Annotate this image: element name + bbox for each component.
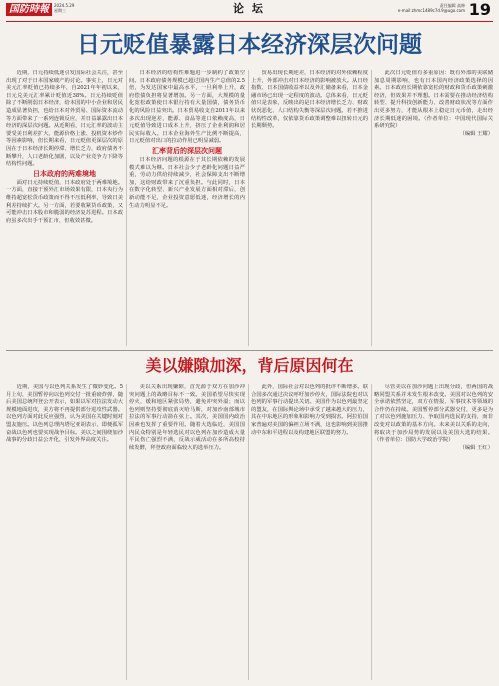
- article-divider: [6, 350, 493, 351]
- page-number: 19: [468, 0, 491, 19]
- article1-column-2: 日本经济的结构性难题进一步制约了政策空间。日本政府债务规模已超过国内生产总值的2.5倍，为发达国家中最高水平，一旦利率上升，政府偿债负担将显著增加。另一方面，大规模的量化宽松政策使日本银行持有大量国债，债务货币化的风险日益突出。日本贸易收支自2011年以来多次出现逆差，能源、食品等进口依赖度高，日元贬值导致进口成本上升，挤压了企业利润和居民实际收入。日本企业海外生产比例不断提高，日元贬值对出口的拉动作用已明显减弱。 汇率背后的深层次问题 日本经济问题的根源在于其长期依赖的发展模式难以为继。日本社会少子老龄化问题日益严重，劳动力供给持续减少，社会保障支出不断增加，这给财政带来了沉重负担。与此同时，日本在数字化转型、新兴产业发展方面相对滞后，创新动能不足，企业投资意愿低迷，经济增长的内生动力明显不足。: [129, 70, 245, 209]
- newspaper-logo: 国防時報: [6, 3, 52, 16]
- article1-column-1: 近期，日元持续低迷引发国际社会关注，甚至出现了对于日本国家破产的讨论。事实上，日元对美元汇率贬值已持续多年，自2021年年初以来，日元兑美元汇率累计贬值近38%。日元持续贬值除了不断削弱日本经济，给本国的中小企业和居民造成显著负担，也给日本对外贸易、国际资本流动等方面带来了一系列连锁反应，并日益暴露出日本经济的深层次问题。从近期看，日元汇率的波动主要受美日利差扩大、能源价格上涨、投机资本炒作等因素影响，但长期来看，日元贬值更深层次的原因在于日本经济长期停滞、增长乏力，政府债务不断攀升，人口老龄化加剧，以及产业竞争力下降等结构性问题。 日本政府的两难境地 面对日元持续贬值，日本政府处于两难境地。一方面，直接干预外汇市场效果有限，日本央行为维持超宽松货币政策而不得不压低利率，导致日美利差持续扩大。另一方面，若要收紧货币政策，又可能冲击日本股市和脆弱的经济复苏进程。日本政府虽多次出手干预汇市，但收效甚微。: [6, 70, 123, 224]
- article2-column-4: 尽管美以在加沙问题上出现分歧，但两国的战略同盟关系并未发生根本改变。美国对以色列的安全承诺依然坚定，双方在情报、军事技术等领域的合作仍在持续。美国暂停部分武器交付，更多是为了对以色列施加压力、争取国内选民的支持，而非改变对以政策的基本方向。未来美以关系的走向，将取决于加沙局势的发展以及美国大选的结果。（作者单位：国防大学政治学院） （编辑 王红）: [374, 384, 493, 451]
- article2-headline: 美以嫌隙加深，背后原因何在: [145, 356, 354, 375]
- issue-date: 2024.5.29 星期三: [54, 3, 75, 13]
- article1-column-4: 此次日元贬值有多重原因：既有外部的美联储加息周期影响，也有日本国内经济政策选择的因素。日本政府长期依靠宽松的财政和货币政策刺激经济，但效果并不理想。日本需要在推动经济结构转型、提升科技创新能力、改善财政状况等方面作出更多努力，才能从根本上稳定日元币值，走出经济长期低迷的困境。（作者单位：中国现代国际关系研究院） （编辑 王耀）: [374, 70, 493, 137]
- article1-signature: （编辑 王耀）: [459, 130, 493, 137]
- column-divider: [371, 70, 372, 346]
- article2-column-1: 近期，美国与以色列关系发生了微妙变化。5月上旬，美国暂停向以色列交付一批重磅炸弹，随后美国总统拜登公开表示，如果以军对拉法发动大规模地面进攻，美方将不再提供部分进攻性武器。以色列方面对此反应强烈，认为美国在关键时刻对盟友施压。以色列总理内塔尼亚胡表示，即便孤军奋战以色列也要实现战争目标。美以之间围绕加沙战事的分歧日益公开化，引发外界高度关注。: [6, 384, 123, 444]
- editor-info: 责任编辑 高修 e-mail:zhmc1489c7d.9@ugo.com: [397, 3, 465, 13]
- article2-signature: （编辑 王红）: [459, 444, 493, 451]
- column-divider: [371, 384, 372, 680]
- page-header: [0, 0, 499, 20]
- column-divider: [126, 384, 127, 680]
- article2-column-2: 美以关系出现嫌隙，首先源于双方在加沙冲突问题上的战略目标不一致。美国希望尽快实现停火，缓和地区紧张局势，避免冲突外溢；而以色列则坚持要彻底消灭哈马斯，对加沙南部城市拉法的军事行动箭在弦上。其次，美国国内政治因素也发挥了重要作用。随着大选临近，美国国内民众特别是年轻选民对以色列在加沙造成大量平民伤亡强烈不满，反战示威活动在多所高校持续发酵，拜登政府面临较大的选举压力。: [129, 384, 245, 451]
- article1-column-3: 贸易出现长期逆差，日本经济的对外依赖程度上升，外部冲击对日本经济的影响被放大。从日经指数、日本国债收益率以及外汇储备来看，日本金融市场已出现一定程度的波动。总体来看，日元贬值只是表象，反映出的是日本经济增长乏力、财政状况恶化、人口结构失衡等深层次问题。若不推进结构性改革，仅依靠货币政策调整难以扭转日元的长期颓势。: [251, 70, 368, 130]
- column-divider: [126, 70, 127, 346]
- column-divider: [248, 384, 249, 680]
- article1-subheading-1: 日本政府的两难境地: [33, 169, 96, 178]
- article1-headline: 日元贬值暴露日本经济深层次问题: [77, 32, 422, 58]
- article2-column-3: 此外，国际社会对以色列的批评不断增多。联合国多次通过决议呼吁加沙停火，国际法院也对以色列的军事行动提出关切。美国作为以色列最坚定的盟友，在国际舆论场中承受了越来越大的压力，其在中东地区的形象和影响力受到损害。阿拉伯国家普遍对美国的偏袒立场不满，这也影响到美国推动中东和平进程以及构建地区联盟的努力。: [251, 384, 368, 436]
- column-divider: [248, 70, 249, 346]
- article1-subheading-2: 汇率背后的深层次问题: [152, 146, 222, 155]
- section-name: 论 坛: [233, 2, 265, 15]
- header-rule: [6, 21, 493, 22]
